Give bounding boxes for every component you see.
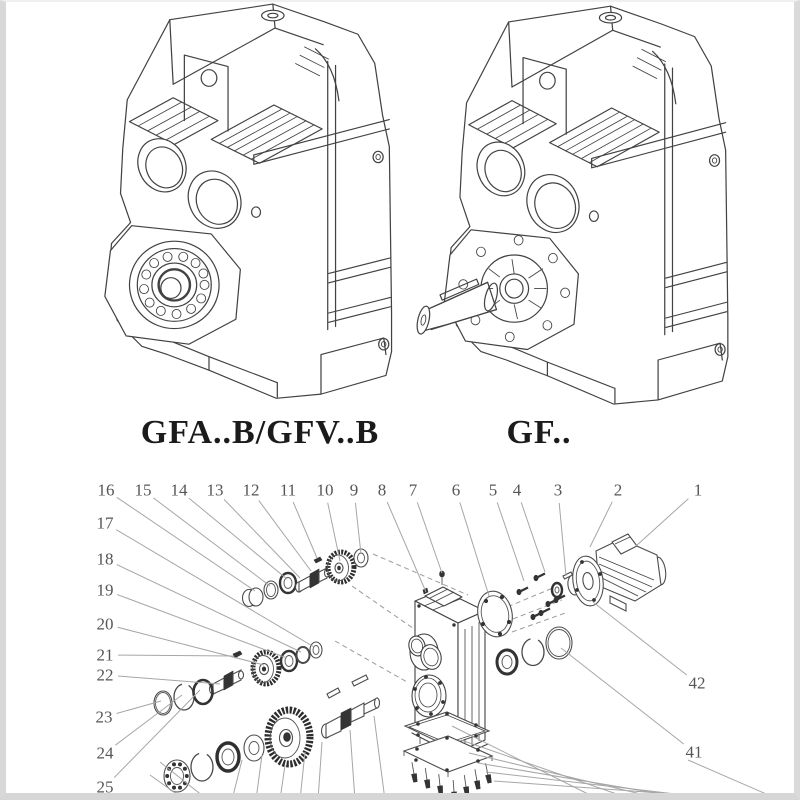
callout-numbers [96,481,706,797]
motor-side-rings [497,627,572,674]
callout-15: 15 [134,480,152,500]
key [327,688,340,698]
callout-3: 3 [553,480,563,500]
leader-line-1 [636,499,688,546]
callout-12: 12 [242,480,260,500]
assembly-axis-2 [335,641,407,682]
callout-24: 24 [96,743,114,763]
leader-line-21 [118,655,234,656]
callout-2: 2 [613,480,623,500]
motor [567,534,668,611]
leader-line-cutoff-4 [486,772,727,800]
callout-10: 10 [316,480,334,500]
callout-17: 17 [96,513,114,533]
callout-41: 41 [685,742,703,762]
callout-18: 18 [96,549,114,569]
callout-6: 6 [451,480,461,500]
key [352,675,368,686]
leader-line-14 [189,498,287,579]
callout-16: 16 [97,480,115,500]
leader-line-10 [328,503,340,561]
leader-line-20 [118,627,264,665]
leader-line-cutoff-9 [280,765,285,800]
gearbox-drawing-gf [415,6,728,404]
callout-20: 20 [96,614,114,634]
leader-line-42 [593,602,687,675]
leader-line-13 [224,499,300,578]
leader-line-cutoff-12 [350,730,355,800]
gearbox-drawing-gfab [105,4,392,398]
leader-line-6 [460,502,489,596]
leader-line-12 [259,500,311,571]
leader-line-15 [153,498,270,586]
callout-21: 21 [96,645,114,665]
leader-line-cutoff-13 [374,716,385,800]
callout-14: 14 [170,480,188,500]
model-label-gf: GF.. [506,414,572,451]
callout-11: 11 [279,480,297,500]
callout-1: 1 [693,480,703,500]
leader-line-cutoff-8 [256,755,262,800]
leader-line-16 [117,497,255,591]
callout-4: 4 [512,480,522,500]
model-label-gfab: GFA..B/GFV..B [140,414,380,451]
callout-9: 9 [349,480,359,500]
leader-line-41 [561,648,684,744]
leader-line-19 [117,595,287,658]
leader-line-cutoff-6 [688,760,780,800]
leader-line-18 [117,565,301,652]
leader-line-9 [355,503,361,554]
leader-line-8 [387,502,426,592]
callout-23: 23 [95,707,113,727]
assembly-axis-0 [352,586,420,633]
output-gear-parts [164,675,380,792]
callout-7: 7 [408,480,418,500]
callout-25: 25 [96,777,114,797]
exploded-diagram [96,481,781,800]
leader-line-3 [559,503,566,576]
leader-line-4 [521,502,545,572]
leader-line-5 [497,502,524,581]
leader-line-cutoff-11 [318,742,322,800]
assembly-axis-1 [373,554,468,595]
callout-22: 22 [96,665,114,685]
callout-19: 19 [96,580,114,600]
leader-line-cutoff-2 [469,753,666,800]
leader-line-24 [115,695,182,745]
leader-line-2 [590,502,612,547]
set-screw [314,557,322,563]
leader-line-7 [417,502,442,573]
leader-line-cutoff-3 [478,763,697,800]
leader-line-11 [293,502,317,558]
callout-8: 8 [377,480,387,500]
callout-5: 5 [488,480,498,500]
callout-13: 13 [206,480,224,500]
callout-42: 42 [688,673,706,693]
